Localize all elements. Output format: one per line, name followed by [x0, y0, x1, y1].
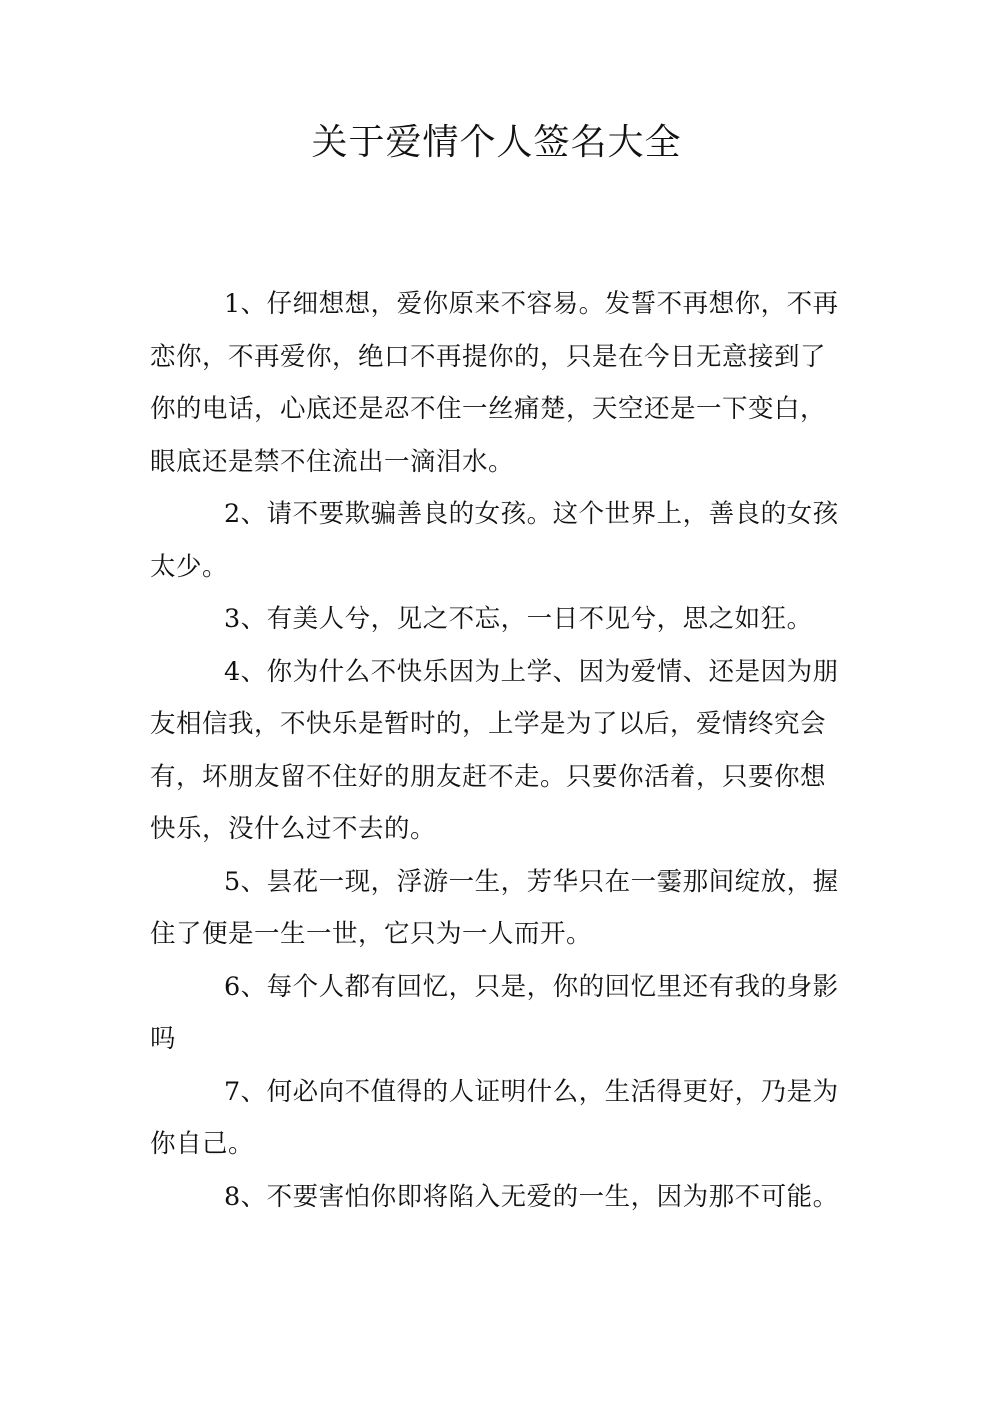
paragraph-2: 2、请不要欺骗善良的女孩。这个世界上，善良的女孩太少。	[150, 499, 839, 582]
paragraph-6: 6、每个人都有回忆，只是，你的回忆里还有我的身影吗	[150, 971, 839, 1054]
paragraph-8: 8、不要害怕你即将陷入无爱的一生，因为那不可能。	[223, 1181, 839, 1212]
paragraph-7: 7、何必向不值得的人证明什么，生活得更好，乃是为你自己。	[150, 1076, 839, 1159]
document-title: 关于爱情个人签名大全	[311, 122, 682, 163]
paragraph-3: 3、有美人兮，见之不忘，一日不见兮，思之如狂。	[223, 604, 813, 634]
document-body	[150, 278, 850, 1223]
paragraph-1: 1、仔细想想，爱你原来不容易。发誓不再想你，不再恋你，不再爱你，绝口不再提你的，只是在今日无意接到了你的电话，心底还是忍不住一丝痛楚，天空还是一下变白，眼底还是禁不住流出一滴泪水。	[150, 289, 839, 477]
paragraph-5: 5、昙花一现，浮游一生，芳华只在一霎那间绽放，握住了便是一生一世，它只为一人而开。	[150, 866, 839, 949]
paragraph-4: 4、你为什么不快乐因为上学、因为爱情、还是因为朋友相信我，不快乐是暂时的，上学是为了以后，爱情终究会有，坏朋友留不住好的朋友赶不走。只要你活着，只要你想快乐，没什么过不去的。	[150, 656, 839, 844]
